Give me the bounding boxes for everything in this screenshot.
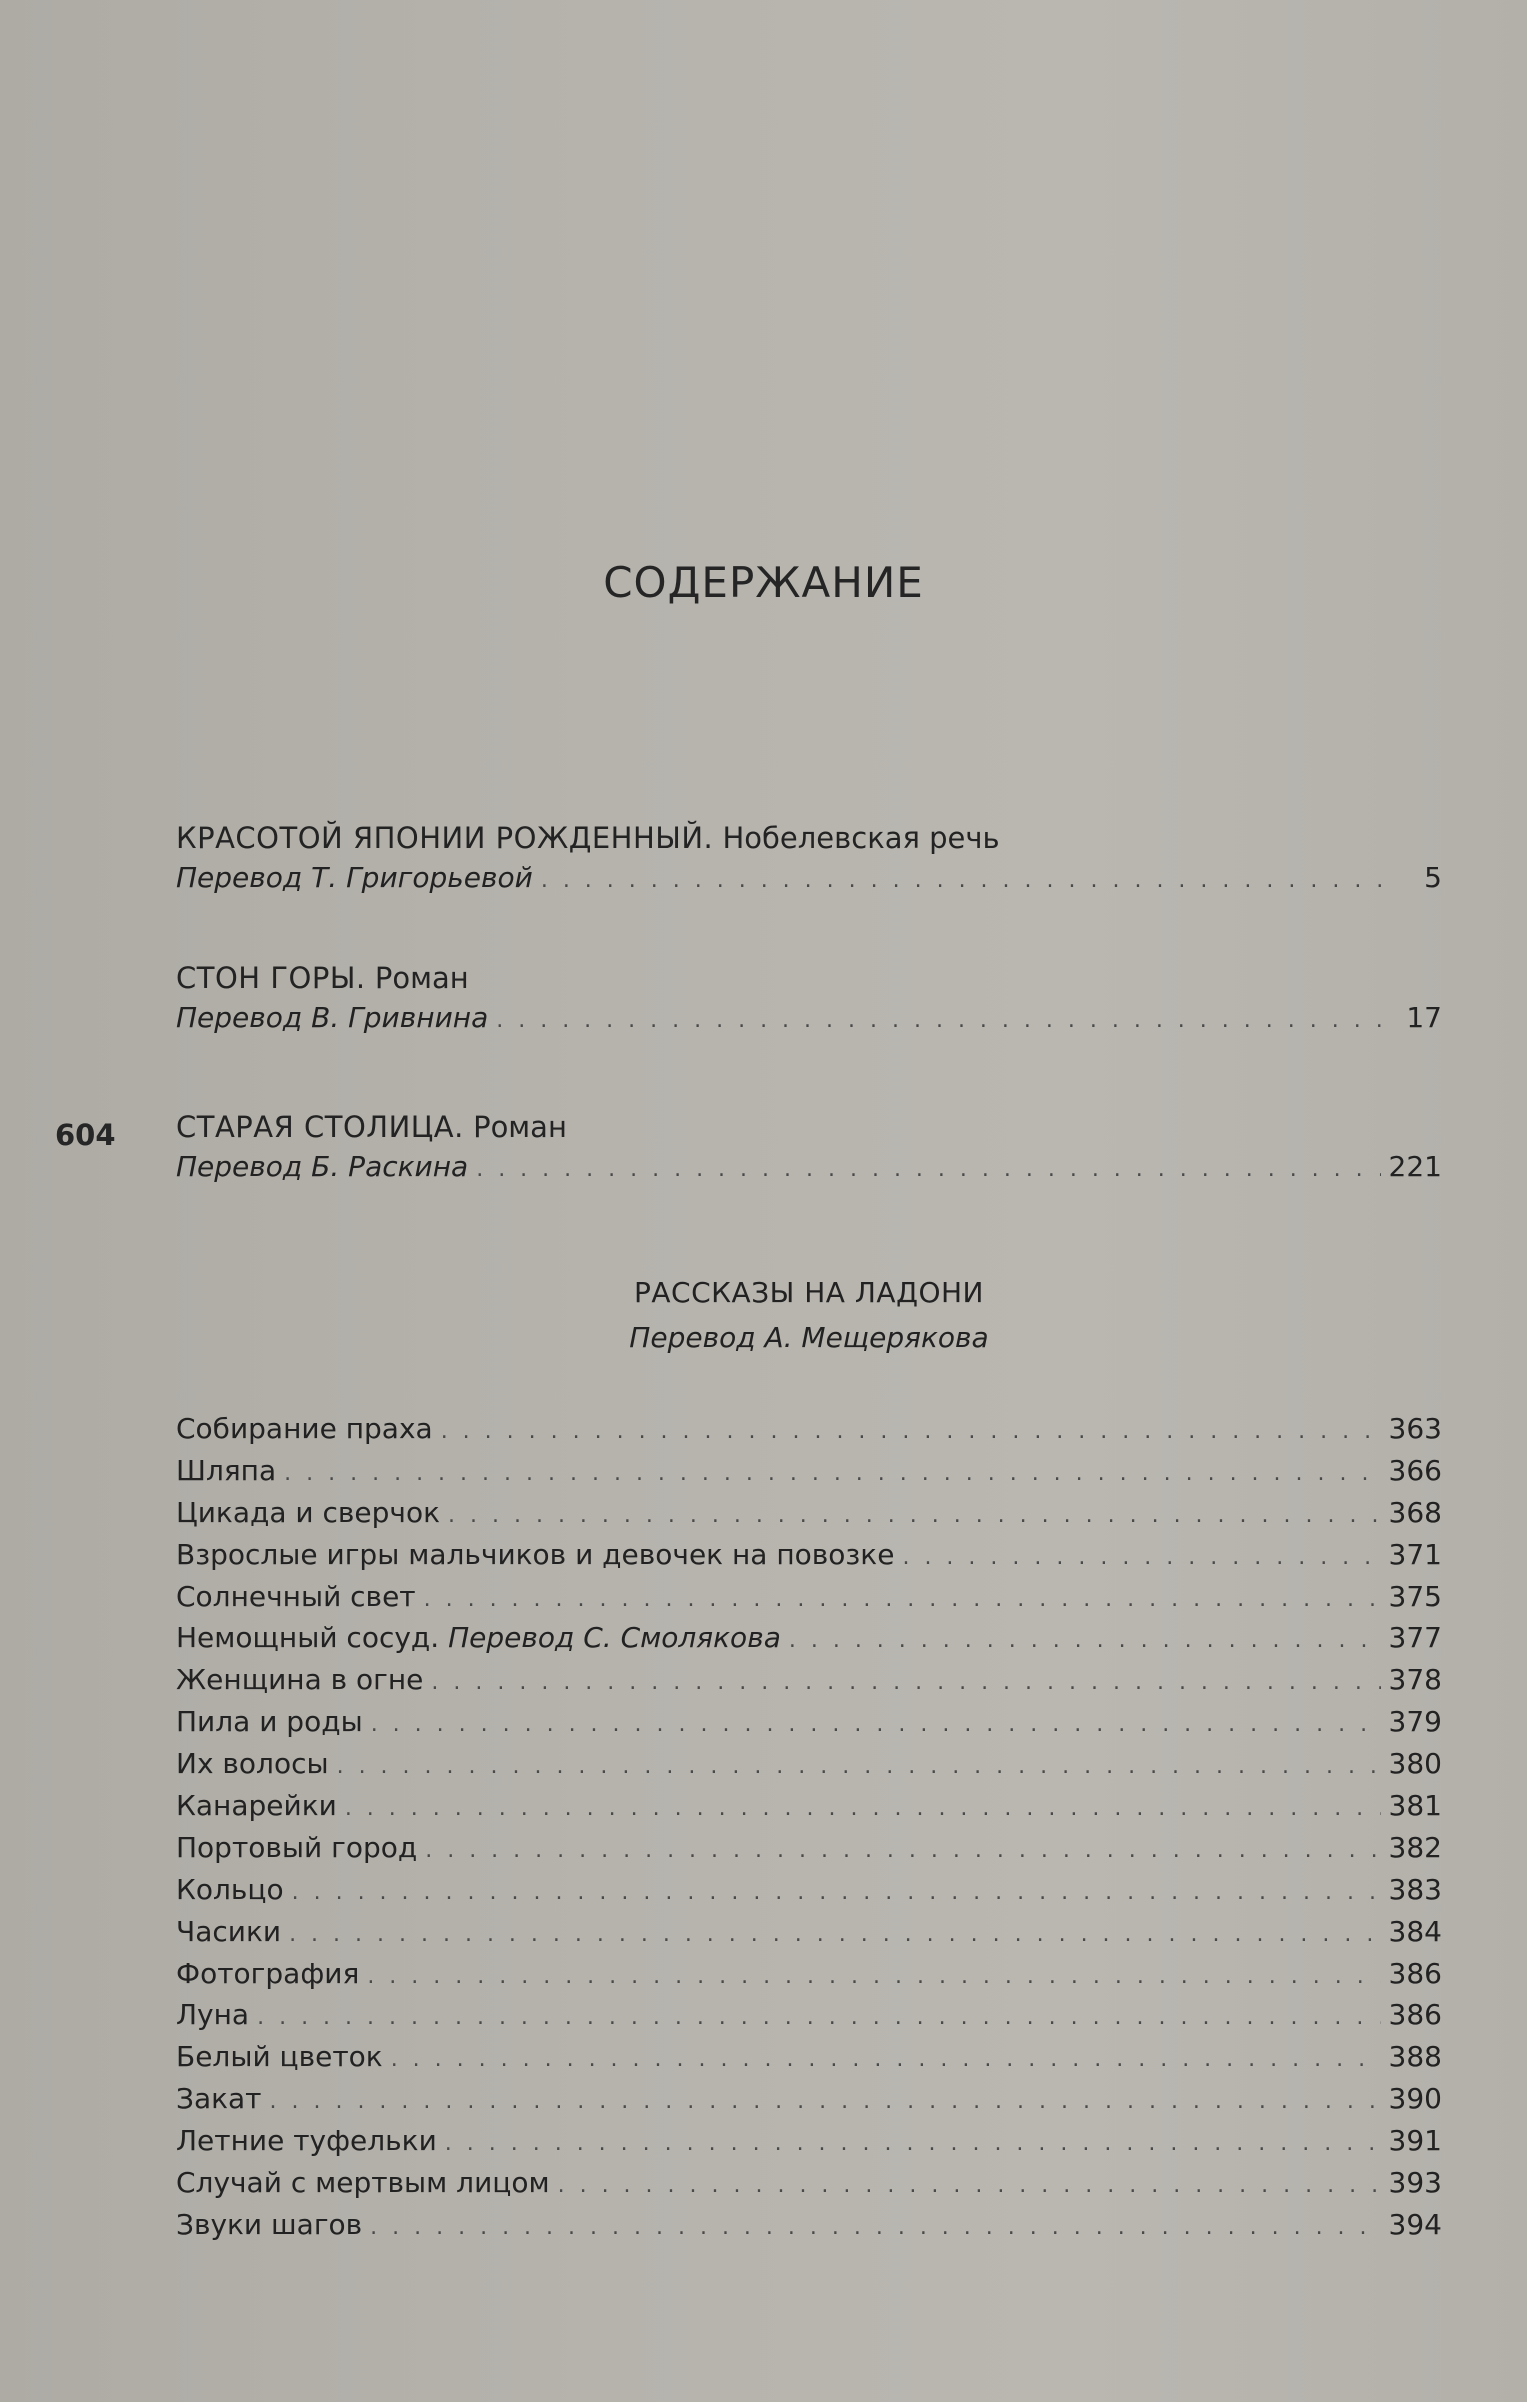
story-title-text: Луна bbox=[176, 1998, 250, 2032]
story-page: 363 bbox=[1388, 1412, 1442, 1445]
section-heading bbox=[176, 1270, 1442, 1360]
dot-leader bbox=[448, 1495, 1381, 1537]
dot-leader bbox=[445, 2123, 1381, 2165]
story-row[interactable] bbox=[176, 1953, 1442, 1995]
story-title bbox=[176, 1701, 371, 1743]
story-row[interactable] bbox=[176, 1994, 1442, 2036]
dot-leader bbox=[424, 1579, 1381, 1621]
story-page: 394 bbox=[1388, 2207, 1442, 2241]
story-page: 378 bbox=[1388, 1663, 1442, 1697]
story-page: 390 bbox=[1388, 2082, 1442, 2116]
entry-title-main: СТАРАЯ СТОЛИЦА. bbox=[176, 1110, 464, 1144]
dot-leader bbox=[496, 1001, 1394, 1041]
story-row[interactable] bbox=[176, 1869, 1442, 1911]
entry-title bbox=[176, 1107, 1442, 1147]
story-row[interactable] bbox=[176, 1827, 1442, 1869]
story-page: 380 bbox=[1388, 1747, 1442, 1781]
story-title bbox=[176, 1869, 292, 1911]
story-page: 381 bbox=[1388, 1789, 1442, 1823]
story-page: 382 bbox=[1388, 1830, 1442, 1864]
story-row[interactable] bbox=[176, 2120, 1442, 2162]
entry-title-genre: Роман bbox=[374, 961, 469, 995]
dot-leader bbox=[367, 1956, 1380, 1998]
story-title bbox=[176, 1534, 902, 1576]
story-title-text: Часики bbox=[176, 1914, 282, 1948]
entry-title-genre: Нобелевская речь bbox=[722, 821, 1000, 855]
story-title-text: Собирание праха bbox=[176, 1412, 433, 1445]
story-title bbox=[176, 1827, 425, 1869]
entry-leader-row bbox=[176, 998, 1442, 1041]
dot-leader bbox=[289, 1914, 1380, 1956]
story-page: 384 bbox=[1388, 1914, 1442, 1948]
story-title-text: Закат bbox=[176, 2082, 262, 2116]
story-title bbox=[176, 2036, 391, 2078]
dot-leader bbox=[391, 2039, 1381, 2081]
story-page: 377 bbox=[1388, 1621, 1442, 1655]
story-title-text: Цикада и сверчок bbox=[176, 1495, 441, 1529]
entry-translator: Перевод Б. Раскина bbox=[176, 1150, 469, 1183]
story-row[interactable] bbox=[176, 2078, 1442, 2120]
story-title-text: Звуки шагов bbox=[176, 2207, 363, 2241]
dot-leader bbox=[257, 1997, 1380, 2039]
story-title-text: Белый цветок bbox=[176, 2040, 383, 2074]
story-row[interactable] bbox=[176, 1492, 1442, 1534]
story-title-text: Немощный сосуд. bbox=[176, 1621, 440, 1655]
story-title-text: Случай с мертвым лицом bbox=[176, 2166, 550, 2200]
story-title-text: Летние туфельки bbox=[176, 2124, 437, 2158]
section-translator: Перевод А. Мещерякова bbox=[629, 1321, 989, 1354]
story-title bbox=[176, 1617, 789, 1659]
entry-page: 221 bbox=[1388, 1150, 1442, 1183]
story-page: 386 bbox=[1388, 1998, 1442, 2032]
story-row[interactable] bbox=[176, 1617, 1442, 1659]
story-row[interactable] bbox=[176, 1743, 1442, 1785]
story-row[interactable] bbox=[176, 1408, 1442, 1450]
story-title bbox=[176, 1994, 257, 2036]
story-row[interactable] bbox=[176, 2036, 1442, 2078]
story-title-text: Фотография bbox=[176, 1956, 360, 1990]
story-row[interactable] bbox=[176, 1534, 1442, 1576]
story-title bbox=[176, 1743, 337, 1785]
dot-leader bbox=[270, 2081, 1381, 2123]
dot-leader bbox=[425, 1830, 1380, 1872]
story-title-text: Пила и роды bbox=[176, 1705, 363, 1739]
story-page: 383 bbox=[1388, 1872, 1442, 1906]
story-page: 379 bbox=[1388, 1705, 1442, 1739]
story-translator: Перевод С. Смолякова bbox=[448, 1621, 781, 1655]
dot-leader bbox=[284, 1453, 1380, 1495]
story-title bbox=[176, 1450, 284, 1492]
story-title-text: Канарейки bbox=[176, 1789, 337, 1823]
story-row[interactable] bbox=[176, 1911, 1442, 1953]
story-page: 366 bbox=[1388, 1453, 1442, 1487]
section-title: РАССКАЗЫ НА ЛАДОНИ bbox=[634, 1276, 984, 1309]
dot-leader bbox=[370, 2207, 1380, 2249]
story-row[interactable] bbox=[176, 1701, 1442, 1743]
story-list bbox=[176, 1408, 1442, 2246]
entry-leader-row bbox=[176, 858, 1442, 901]
story-title bbox=[176, 2204, 370, 2246]
page-number: 604 bbox=[55, 1118, 116, 1152]
story-page: 371 bbox=[1388, 1537, 1442, 1571]
page-title: СОДЕРЖАНИЕ bbox=[603, 558, 924, 607]
entry-title-genre: Роман bbox=[473, 1110, 567, 1144]
story-title bbox=[176, 1953, 367, 1995]
story-row[interactable] bbox=[176, 1450, 1442, 1492]
story-title-text: Портовый город bbox=[176, 1830, 418, 1864]
dot-leader bbox=[292, 1872, 1381, 1914]
story-row[interactable] bbox=[176, 1659, 1442, 1701]
dot-leader bbox=[902, 1537, 1380, 1579]
toc-entry[interactable] bbox=[176, 958, 1442, 1041]
story-title bbox=[176, 2162, 558, 2204]
story-page: 391 bbox=[1388, 2124, 1442, 2158]
story-title-text: Кольцо bbox=[176, 1872, 284, 1906]
story-title bbox=[176, 2120, 445, 2162]
entry-translator: Перевод Т. Григорьевой bbox=[176, 861, 533, 894]
story-row[interactable] bbox=[176, 2162, 1442, 2204]
entry-page: 5 bbox=[1424, 861, 1442, 894]
story-page: 375 bbox=[1388, 1579, 1442, 1613]
story-row[interactable] bbox=[176, 2204, 1442, 2246]
entry-title-main: СТОН ГОРЫ. bbox=[176, 961, 366, 995]
entry-title bbox=[176, 818, 1442, 858]
story-title bbox=[176, 1911, 289, 1953]
story-title-text: Шляпа bbox=[176, 1453, 277, 1487]
dot-leader bbox=[558, 2165, 1381, 2207]
dot-leader bbox=[476, 1150, 1380, 1190]
story-title-text: Женщина в огне bbox=[176, 1663, 424, 1697]
story-page: 393 bbox=[1388, 2166, 1442, 2200]
entry-title bbox=[176, 958, 1442, 998]
story-title bbox=[176, 1492, 448, 1534]
dot-leader bbox=[431, 1662, 1380, 1704]
dot-leader bbox=[789, 1620, 1381, 1662]
story-title bbox=[176, 1659, 431, 1701]
dot-leader bbox=[441, 1411, 1381, 1453]
story-row[interactable] bbox=[176, 1576, 1442, 1618]
dot-leader bbox=[541, 861, 1394, 901]
dot-leader bbox=[337, 1746, 1381, 1788]
story-page: 368 bbox=[1388, 1495, 1442, 1529]
dot-leader bbox=[371, 1704, 1381, 1746]
story-title bbox=[176, 1408, 441, 1450]
story-title-text: Их волосы bbox=[176, 1747, 329, 1781]
story-title bbox=[176, 1576, 424, 1618]
entry-leader-row bbox=[176, 1147, 1442, 1190]
story-row[interactable] bbox=[176, 1785, 1442, 1827]
toc-entry[interactable] bbox=[176, 818, 1442, 901]
entry-title-main: КРАСОТОЙ ЯПОНИИ РОЖДЕННЫЙ. bbox=[176, 821, 714, 855]
entry-page: 17 bbox=[1406, 1001, 1442, 1034]
toc-entry[interactable] bbox=[176, 1107, 1442, 1190]
story-title bbox=[176, 2078, 270, 2120]
story-page: 386 bbox=[1388, 1956, 1442, 1990]
entry-translator: Перевод В. Гривнина bbox=[176, 1001, 489, 1034]
dot-leader bbox=[345, 1788, 1381, 1830]
story-title-text: Взрослые игры мальчиков и девочек на повозке bbox=[176, 1537, 895, 1571]
story-page: 388 bbox=[1388, 2040, 1442, 2074]
story-title-text: Солнечный свет bbox=[176, 1579, 416, 1613]
story-title bbox=[176, 1785, 345, 1827]
